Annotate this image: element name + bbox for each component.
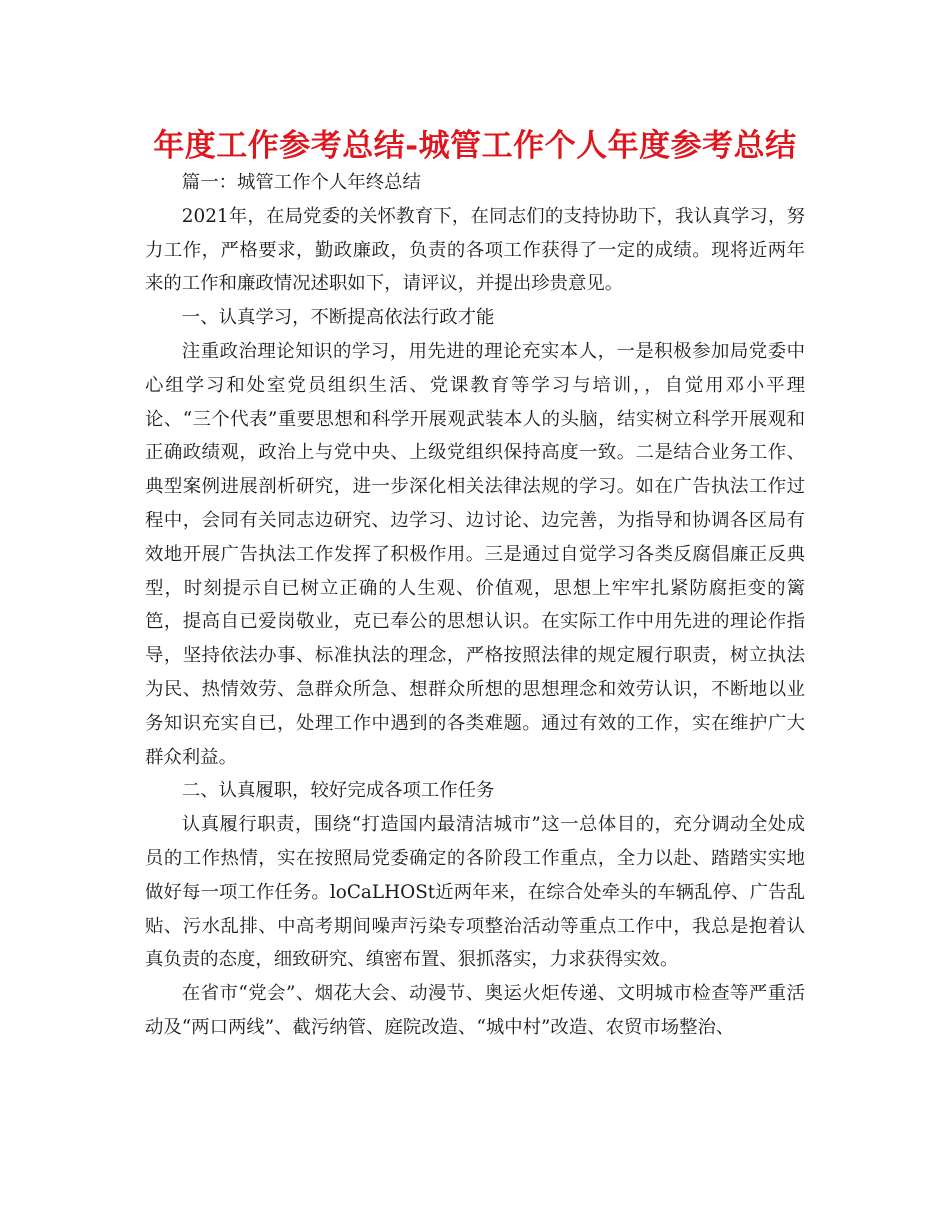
document-body — [145, 166, 805, 1045]
document-title: 年度工作参考总结-城管工作个人年度参考总结 — [153, 128, 797, 164]
paragraph-duties: 认真履行职责，围绕“打造国内最清洁城市”这一总体目的，充分调动全处成员的工作热情，实在按照局党委确定的各阶段工作重点，全力以赴、踏踏实实地做好每一项工作任务。loCaLHOSt近两年来，在综合处牵头的车辆乱停、广告乱贴、污水乱排、中高考期间噪声污染专项整治活动等重点工作中，我总是抱着认真负责的态度，细致研究、缜密布置、狠抓落实，力求获得实效。 — [145, 814, 805, 971]
paragraph-study: 注重政治理论知识的学习，用先进的理论充实本人，一是积极参加局党委中心组学习和处室党员组织生活、党课教育等学习与培训，，自觉用邓小平理论、“三个代表”重要思想和科学开展观武装本人的头脑，结实树立科学开展观和正确政绩观，政治上与党中央、上级党组织保持高度一致。二是结合业务工作、典型案例进展剖析研究，进一步深化相关法律法规的学习。如在广告执法工作过程中，会同有关同志边研究、边学习、边讨论、边完善，为指导和协调各区局有效地开展广告执法工作发挥了积极作用。三是通过自觉学习各类反腐倡廉正反典型，时刻提示自已树立正确的人生观、价值观，思想上牢牢扎紧防腐拒变的篱笆，提高自已爱岗敬业，克已奉公的思想认识。在实际工作中用先进的理论作指导，坚持依法办事、标准执法的理念，严格按照法律的规定履行职责，树立执法为民、热情效劳、急群众所急、想群众所想的思想理念和效劳认识，不断地以业务知识充实自已，处理工作中遇到的各类难题。通过有效的工作，实在维护广大群众利益。 — [145, 340, 805, 768]
section-heading-2: 二、认真履职，较好完成各项工作任务 — [181, 780, 495, 802]
paragraph-activities: 在省市“党会”、烟花大会、动漫节、奥运火炬传递、文明城市检查等严重活动及“两口两线”、截污纳管、庭院改造、“城中村”改造、农贸市场整治、 — [145, 983, 805, 1038]
section-heading-1: 一、认真学习，不断提高依法行政才能 — [181, 307, 495, 329]
section-subtitle: 篇一：城管工作个人年终总结 — [181, 172, 421, 193]
paragraph-intro: 2021年，在局党委的关怀教育下，在同志们的支持协助下，我认真学习，努力工作，严格要求，勤政廉政，负责的各项工作获得了一定的成绩。现将近两年来的工作和廉政情况述职如下，请评议，并提出珍贵意见。 — [145, 205, 805, 295]
